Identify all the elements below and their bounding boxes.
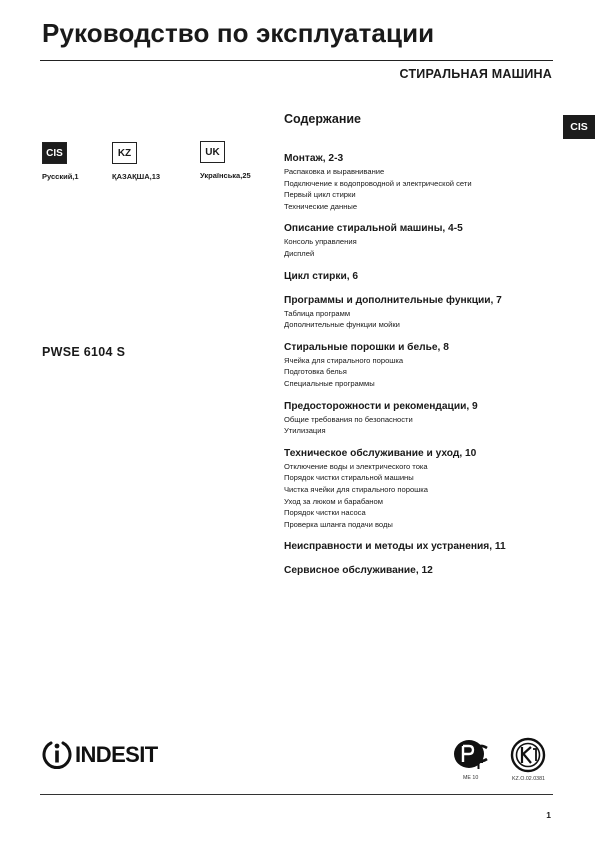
toc-section-title[interactable]: Цикл стирки, 6 (284, 270, 359, 282)
toc-item[interactable]: Подключение к водопроводной и электрической сети (284, 178, 472, 188)
language-code-box[interactable]: KZ (112, 142, 137, 164)
toc-section-title[interactable]: Стиральные порошки и белье, 8 (284, 341, 449, 353)
toc-item[interactable]: Проверка шланга подачи воды (284, 519, 393, 529)
toc-section-title[interactable]: Сервисное обслуживание, 12 (284, 565, 433, 577)
kz-certification-icon (510, 737, 546, 773)
certification-mark-pct (453, 738, 489, 784)
toc-item[interactable]: Таблица программ (284, 308, 351, 318)
toc-section-title[interactable]: Техническое обслуживание и уход, 10 (284, 447, 477, 459)
toc-item[interactable]: Подготовка белья (284, 367, 347, 377)
indesit-logo-icon (42, 738, 72, 772)
toc-section (284, 447, 564, 531)
pct-certification-icon (453, 738, 489, 772)
toc-item[interactable]: Консоль управления (284, 237, 357, 247)
toc-section-title[interactable]: Монтаж, 2-3 (284, 153, 344, 164)
document-subtitle: СТИРАЛЬНАЯ МАШИНА (399, 67, 552, 81)
toc-item[interactable]: Порядок чистки насоса (284, 508, 366, 518)
brand-name: INDESIT (75, 742, 158, 767)
model-number: PWSE 6104 S (42, 345, 126, 359)
language-code-box[interactable]: UK (200, 141, 225, 163)
toc-section (284, 341, 564, 390)
page-number: 1 (546, 810, 551, 820)
toc-section-title[interactable]: Описание стиральной машины, 4-5 (284, 223, 463, 235)
toc-section (284, 564, 564, 578)
language-label: Русский,1 (42, 172, 79, 181)
certification-mark-kz (510, 737, 554, 785)
toc-section (284, 222, 564, 259)
footer-divider (40, 794, 553, 795)
toc-item[interactable]: Ячейка для стирального порошка (284, 355, 404, 365)
language-cis[interactable] (42, 142, 79, 181)
language-code-box[interactable]: CIS (42, 142, 67, 164)
brand-logo (42, 738, 158, 772)
toc-item[interactable]: Утилизация (284, 426, 326, 436)
toc-item[interactable]: Чистка ячейки для стирального порошка (284, 484, 428, 494)
toc-section (284, 270, 564, 284)
contents-heading: Содержание (284, 112, 362, 126)
toc-item[interactable]: Первый цикл стирки (284, 190, 356, 200)
toc-item[interactable]: Распаковка и выравнивание (284, 167, 385, 176)
language-uk[interactable] (200, 141, 251, 180)
toc-section-title[interactable]: Неисправности и методы их устранения, 11 (284, 541, 506, 553)
toc-item[interactable]: Общие требования по безопасности (284, 414, 413, 424)
language-kz[interactable] (112, 142, 161, 181)
page-title: Руководство по эксплуатации (42, 18, 435, 48)
toc-item[interactable]: Отключение воды и электрического тока (284, 461, 428, 471)
toc-item[interactable]: Уход за люком и барабаном (284, 496, 383, 506)
toc-item[interactable]: Дополнительные функции мойки (284, 320, 400, 330)
side-language-tab[interactable]: CIS (563, 115, 595, 139)
toc-item[interactable]: Порядок чистки стиральной машины (284, 473, 414, 483)
table-of-contents (284, 112, 564, 588)
pct-mark-label: МЕ 10 (463, 775, 479, 781)
toc-section (284, 294, 564, 331)
toc-section-title[interactable]: Программы и дополнительные функции, 7 (284, 294, 502, 306)
kz-mark-label: KZ.O.02.0381 (512, 776, 545, 782)
toc-section-title[interactable]: Предосторожности и рекомендации, 9 (284, 400, 478, 412)
toc-item[interactable]: Технические данные (284, 201, 358, 211)
header-divider (40, 60, 553, 61)
language-label: Українська,25 (200, 171, 251, 180)
toc-section (284, 400, 564, 437)
toc-item[interactable]: Специальные программы (284, 378, 375, 388)
toc-item[interactable]: Дисплей (284, 248, 315, 258)
toc-section (284, 152, 564, 212)
language-label: ҚАЗАҚША,13 (112, 172, 161, 181)
toc-section (284, 540, 564, 554)
